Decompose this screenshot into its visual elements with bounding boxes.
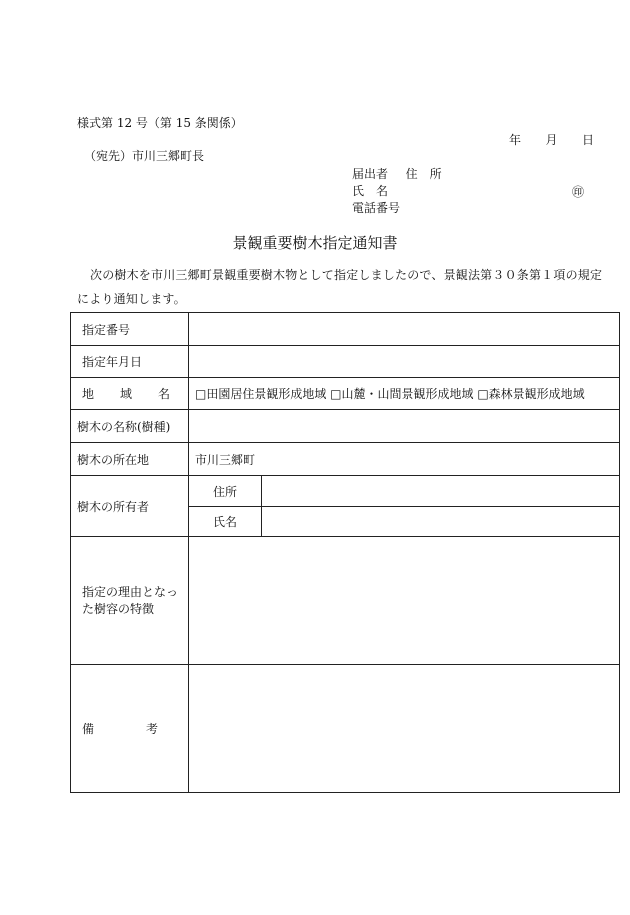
owner-address-value (262, 476, 620, 507)
table-row-designation-number (71, 313, 620, 346)
table-row-remarks (71, 665, 620, 793)
notifier-phone-label: 電話番号 (352, 201, 401, 215)
intro-paragraph: 次の樹木を市川三郷町景観重要樹木物として指定しましたので、景観法第３０条第１項の規定により通知します。 (77, 268, 603, 306)
table-row-area (71, 378, 620, 410)
notifier-phone-row (352, 200, 442, 217)
date-year-label: 年 (509, 133, 522, 147)
notifier-address-label: 住 所 (405, 167, 442, 181)
table-row-tree-location (71, 443, 620, 476)
designation-number-label: 指定番号 (71, 313, 189, 346)
area-label-char-3: 名 (157, 387, 170, 401)
addressee: （宛先）市川三郷町長 (84, 149, 205, 163)
table-row-reason (71, 537, 620, 665)
reason-value (189, 537, 620, 665)
owner-name-label: 氏名 (189, 507, 262, 537)
notifier-address-row (352, 166, 442, 183)
tree-name-value (189, 410, 620, 443)
document-title: 景観重要樹木指定通知書 (232, 234, 398, 252)
tree-name-label: 樹木の名称(樹種) (71, 410, 189, 443)
area-option-rural-residential[interactable]: □田園居住景観形成地域 (195, 387, 327, 401)
area-options (189, 378, 620, 410)
area-label-char-2: 域 (119, 387, 132, 401)
date-month-label: 月 (545, 133, 558, 147)
designation-date-value (189, 346, 620, 378)
notifier-name-row (352, 183, 442, 200)
reason-label (71, 537, 189, 665)
reason-label-line-1: 指定の理由となっ (82, 584, 179, 599)
table-row-tree-name (71, 410, 620, 443)
tree-owner-label: 樹木の所有者 (71, 476, 189, 537)
area-option-foothill-mountain[interactable]: □山麓・山間景観形成地域 (330, 387, 474, 401)
table-row-owner-address (71, 476, 620, 507)
remarks-value (189, 665, 620, 793)
notifier-title: 届出者 (352, 167, 389, 181)
designation-date-label: 指定年月日 (71, 346, 189, 378)
area-option-forest[interactable]: □森林景観形成地域 (477, 387, 585, 401)
seal-mark: ㊞ (572, 185, 585, 199)
notifier-name-label: 氏 名 (352, 184, 389, 198)
remarks-label-char-1: 備 (82, 722, 95, 736)
designation-table (70, 312, 620, 793)
area-label (71, 378, 189, 410)
remarks-label-char-2: 考 (145, 722, 158, 736)
designation-number-value (189, 313, 620, 346)
remarks-label (71, 665, 189, 793)
owner-address-label: 住所 (189, 476, 262, 507)
tree-location-value: 市川三郷町 (189, 443, 620, 476)
date-line (509, 131, 594, 148)
owner-name-value (262, 507, 620, 537)
notifier-block (352, 166, 442, 217)
tree-location-label: 樹木の所在地 (71, 443, 189, 476)
reason-label-line-2: た樹容の特徴 (82, 601, 155, 616)
area-label-char-1: 地 (82, 387, 95, 401)
table-row-designation-date (71, 346, 620, 378)
form-number: 様式第 12 号（第 15 条関係） (77, 116, 243, 130)
date-day-label: 日 (581, 133, 594, 147)
